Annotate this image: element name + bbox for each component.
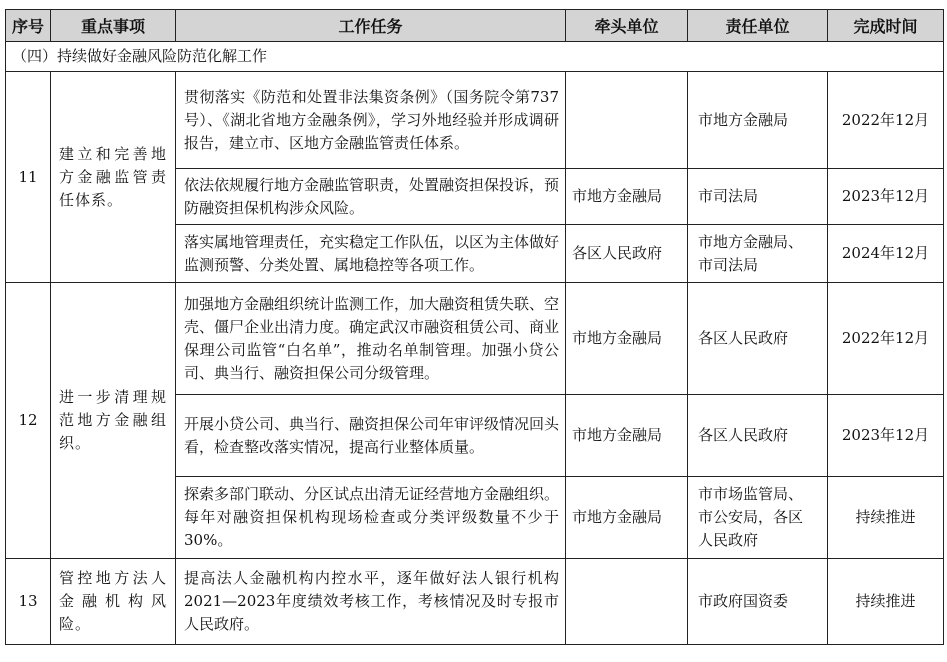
header-item: 重点事项 xyxy=(51,10,176,42)
completion-time: 2024年12月 xyxy=(828,225,944,283)
task-cell: 探索多部门联动、分区试点出清无证经营地方金融组织。每年对融资担保机构现场检查或分类评级数量不少于30%。 xyxy=(176,477,566,559)
header-task: 工作任务 xyxy=(176,10,566,42)
row-number: 11 xyxy=(6,72,51,283)
lead-unit xyxy=(566,72,688,169)
resp-unit: 市地方金融局、市司法局 xyxy=(688,225,828,283)
resp-unit: 市地方金融局 xyxy=(688,72,828,169)
task-table xyxy=(5,9,944,645)
task-cell: 落实属地管理责任，充实稳定工作队伍，以区为主体做好监测预警、分类处置、属地稳控等各项工作。 xyxy=(176,225,566,283)
lead-unit: 市地方金融局 xyxy=(566,395,688,477)
task-cell: 开展小贷公司、典当行、融资担保公司年审评级情况回头看，检查整改落实情况，提高行业整体质量。 xyxy=(176,395,566,477)
resp-unit: 市司法局 xyxy=(688,169,828,225)
resp-unit: 市政府国资委 xyxy=(688,559,828,645)
row-number: 12 xyxy=(6,283,51,559)
key-item: 管控地方法人金融机构风险。 xyxy=(51,559,176,645)
lead-unit: 市地方金融局 xyxy=(566,477,688,559)
lead-unit xyxy=(566,559,688,645)
lead-unit: 各区人民政府 xyxy=(566,225,688,283)
completion-time: 持续推进 xyxy=(828,559,944,645)
header-row xyxy=(6,10,944,42)
header-time: 完成时间 xyxy=(828,10,944,42)
completion-time: 2022年12月 xyxy=(828,283,944,395)
completion-time: 持续推进 xyxy=(828,477,944,559)
header-resp: 责任单位 xyxy=(688,10,828,42)
completion-time: 2023年12月 xyxy=(828,395,944,477)
section-title: （四）持续做好金融风险防范化解工作 xyxy=(6,42,944,72)
key-item: 进一步清理规范地方金融组织。 xyxy=(51,283,176,559)
key-item: 建立和完善地方金融监管责任体系。 xyxy=(51,72,176,283)
table-row xyxy=(6,72,944,169)
table-row xyxy=(6,283,944,395)
lead-unit: 市地方金融局 xyxy=(566,169,688,225)
header-lead: 牵头单位 xyxy=(566,10,688,42)
task-cell: 依法依规履行地方金融监管职责，处置融资担保投诉，预防融资担保机构涉众风险。 xyxy=(176,169,566,225)
resp-unit: 各区人民政府 xyxy=(688,283,828,395)
resp-unit: 各区人民政府 xyxy=(688,395,828,477)
row-number: 13 xyxy=(6,559,51,645)
section-row xyxy=(6,42,944,72)
completion-time: 2023年12月 xyxy=(828,169,944,225)
resp-unit: 市市场监管局、市公安局，各区人民政府 xyxy=(688,477,828,559)
completion-time: 2022年12月 xyxy=(828,72,944,169)
table-row xyxy=(6,559,944,645)
task-cell: 贯彻落实《防范和处置非法集资条例》（国务院令第737号）、《湖北省地方金融条例》，学习外地经验并形成调研报告，建立市、区地方金融监管责任体系。 xyxy=(176,72,566,169)
lead-unit: 市地方金融局 xyxy=(566,283,688,395)
task-cell: 加强地方金融组织统计监测工作，加大融资租赁失联、空壳、僵尸企业出清力度。确定武汉市融资租赁公司、商业保理公司监管“白名单”，推动名单制管理。加强小贷公司、典当行、融资担保公司分级管理。 xyxy=(176,283,566,395)
task-cell: 提高法人金融机构内控水平，逐年做好法人银行机构2021—2023年度绩效考核工作，考核情况及时专报市人民政府。 xyxy=(176,559,566,645)
header-no: 序号 xyxy=(6,10,51,42)
